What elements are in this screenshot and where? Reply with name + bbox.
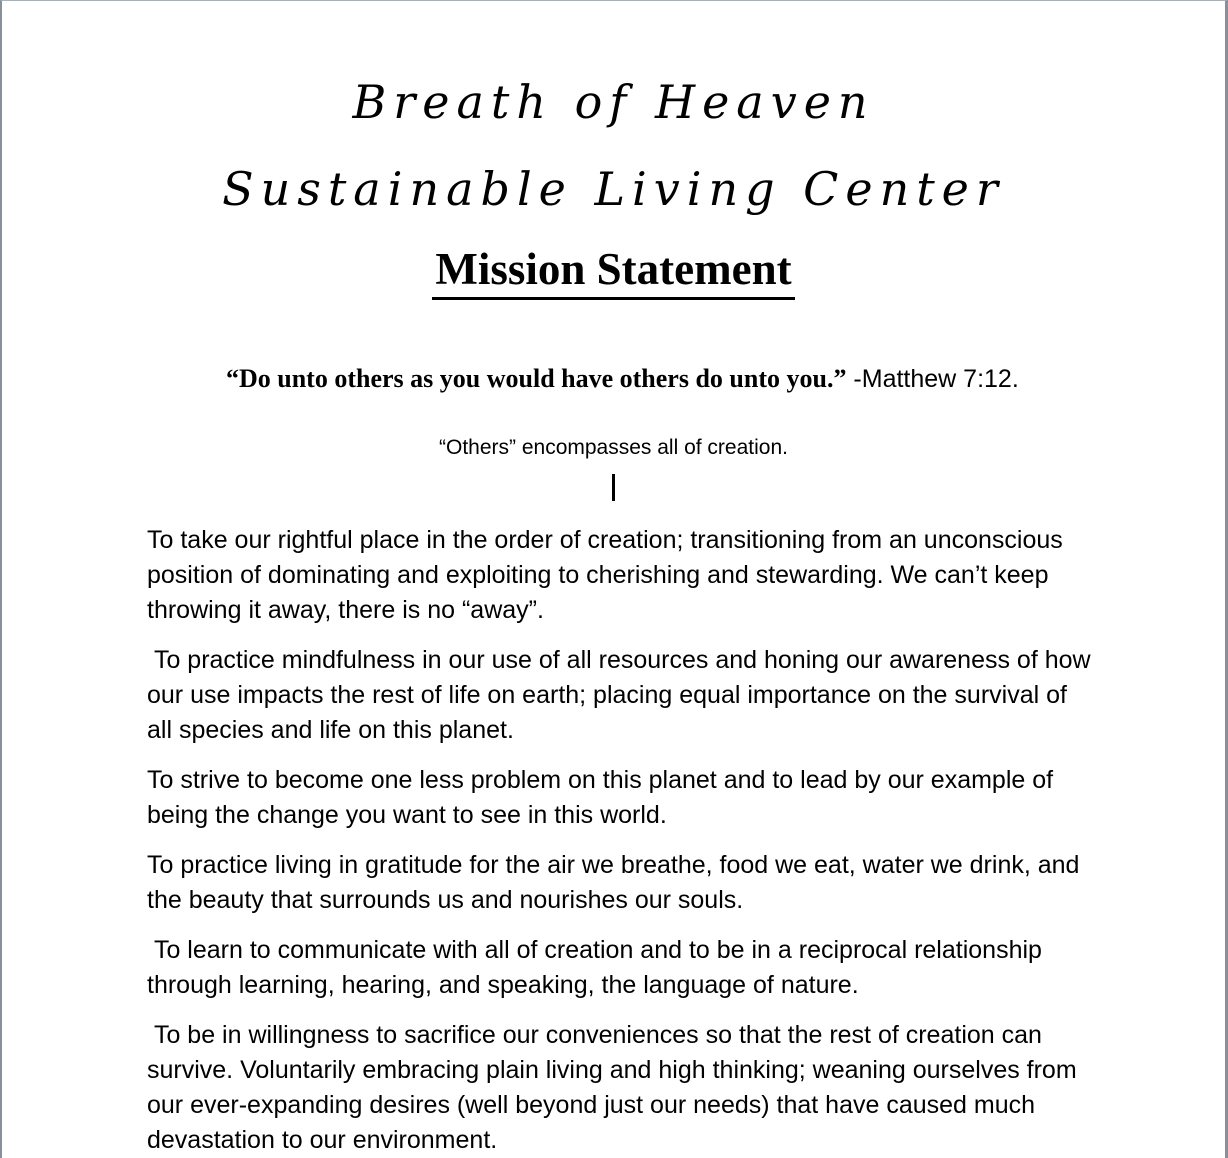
scripture-quote-attribution: -Matthew 7:12. (846, 365, 1019, 393)
scripture-quote-text: “Do unto others as you would have others do unto you.” (225, 364, 847, 393)
document-title-line1[interactable]: Breath of Heaven (352, 75, 875, 129)
scripture-quote-line[interactable] (2, 328, 1225, 434)
mission-paragraph[interactable]: To strive to become one less problem on this planet and to lead by our example of being the change you want to see in this world. (147, 766, 1061, 829)
mission-paragraph[interactable]: To take our rightful place in the order of creation; transitioning from an unconscious position of dominating and exploiting to cherishing and stewarding. We can’t keep throwing it away, there is no “away”. (147, 526, 1070, 624)
mission-paragraph[interactable]: To be in willingness to sacrifice our conveniences so that the rest of creation can survive. Voluntarily embracing plain living and high thinking; weaning ourselves from our ever-expanding desires (well beyond just our needs) that have caused much devastation to our environment. (147, 1021, 1084, 1154)
quote-clarification-note[interactable]: “Others” encompasses all of creation. (439, 436, 788, 459)
mission-paragraph[interactable]: To practice living in gratitude for the air we breathe, food we eat, water we drink, and the beauty that surrounds us and nourishes our souls. (147, 851, 1087, 914)
mission-statement-heading-row (2, 244, 1225, 300)
text-cursor-caret (612, 474, 615, 501)
mission-paragraphs (147, 523, 1097, 1158)
document-title-line2[interactable]: Sustainable Living Center (222, 162, 1005, 216)
mission-paragraph[interactable]: To learn to communicate with all of creation and to be in a reciprocal relationship through learning, hearing, and speaking, the language of nature. (147, 936, 1049, 999)
mission-statement-heading[interactable]: Mission Statement (432, 244, 794, 300)
mission-paragraph[interactable]: To practice mindfulness in our use of all resources and honing our awareness of how our use impacts the rest of life on earth; placing equal importance on the survival of all species and life on this planet. (147, 646, 1098, 744)
empty-line-with-caret[interactable] (2, 474, 1225, 501)
